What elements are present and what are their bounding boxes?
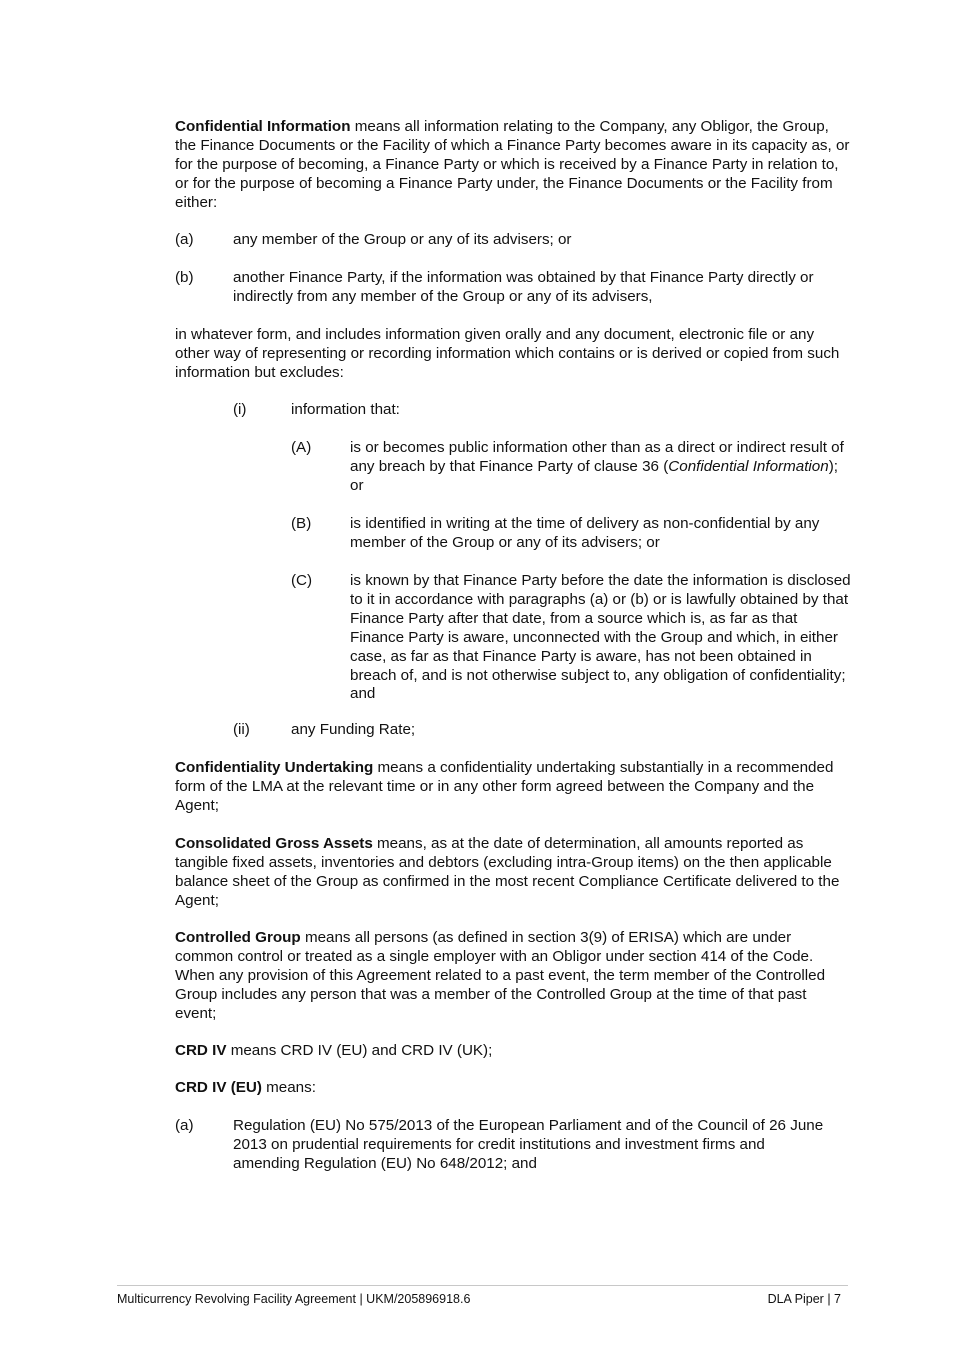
continuation-paragraph: in whatever form, and includes information given orally and any document, electronic file or any other way of representing or recording information which contains or is derived or copied from such information but excludes:	[175, 326, 840, 381]
defined-term: CRD IV (EU)	[175, 1079, 262, 1096]
item-text: any member of the Group or any of its advisers; or	[233, 231, 572, 248]
item-text: is identified in writing at the time of delivery as non-confidential by any member of the Group or any of its advisers; or	[350, 515, 820, 551]
defined-term: Controlled Group	[175, 929, 301, 946]
item-text-part: is or becomes public information other than as a direct or indirect result of any breach by that Finance Party of clause 36 (	[350, 439, 844, 475]
defined-term: CRD IV	[175, 1042, 227, 1059]
item-label: (A)	[291, 439, 312, 456]
definition-crd-iv-eu	[175, 1079, 851, 1098]
definition-text: means all information relating to the Company, any Obligor, the Group, the Finance Documents or the Facility of which a Finance Party becomes aware in its capacity as, or for the purpose of becoming, a Finance Party or which is received by a Finance Party in relation to, or for the purpose of becoming a Finance Party under, the Finance Documents or the Facility from either:	[175, 118, 850, 211]
definition-controlled-group	[175, 929, 851, 1024]
item-label: (B)	[291, 515, 312, 532]
footer-page-number: DLA Piper | 7	[767, 1292, 841, 1306]
definition-crd-iv	[175, 1042, 851, 1061]
footer-document-reference: Multicurrency Revolving Facility Agreement | UKM/205896918.6	[117, 1292, 471, 1306]
clause-reference: Confidential Information	[668, 457, 829, 475]
definition-text: means a confidentiality undertaking substantially in a recommended form of the LMA at the relevant time or in any other form agreed between the Company and the Agent;	[175, 759, 834, 814]
item-label: (a)	[175, 1117, 194, 1134]
definition-text: means all persons (as defined in section 3(9) of ERISA) which are under common control or treated as a single employer with an Obligor under section 414 of the Code. When any provision of this Agreement related to a past event, the term member of the Controlled Group includes any person that was a member of the Controlled Group at the time of that past event;	[175, 929, 826, 1022]
item-text: any Funding Rate;	[291, 721, 416, 738]
item-label: (b)	[175, 269, 194, 286]
definition-text: means CRD IV (EU) and CRD IV (UK);	[226, 1042, 493, 1059]
footer-divider	[117, 1285, 848, 1286]
defined-term: Confidentiality Undertaking	[175, 759, 374, 776]
item-label: (i)	[233, 401, 247, 418]
definition-confidentiality-undertaking	[175, 759, 851, 816]
item-text: information that:	[291, 401, 400, 418]
item-text: another Finance Party, if the information was obtained by that Finance Party directly or indirectly from any member of the Group or any of its advisers,	[233, 269, 814, 305]
definition-text: means:	[261, 1079, 316, 1096]
definition-confidential-information	[175, 118, 851, 213]
item-label: (C)	[291, 572, 313, 589]
item-label: (a)	[175, 231, 194, 248]
item-text: is known by that Finance Party before the date the information is disclosed to it in accordance with paragraphs (a) or (b) or is lawfully obtained by that Finance Party after that date, from a source which is, as far as that Finance Party is aware, unconnected with the Group and which, in either case, as far as that Finance Party is aware, has not been obtained in breach of, and is not otherwise subject to, any obligation of confidentiality; and	[350, 572, 851, 703]
item-label: (ii)	[233, 721, 250, 738]
item-text	[350, 439, 851, 496]
item-text-part: ); or	[350, 457, 838, 494]
defined-term: Consolidated Gross Assets	[175, 835, 373, 852]
definition-text: means, as at the date of determination, all amounts reported as tangible fixed assets, inventories and debtors (excluding intra-Group items) on the then applicable balance sheet of the Group as confirmed in the most recent Compliance Certificate delivered to the Agent;	[175, 835, 840, 909]
definition-consolidated-gross-assets	[175, 835, 851, 911]
item-text: Regulation (EU) No 575/2013 of the European Parliament and of the Council of 26 June 2013 on prudential requirements for credit institutions and investment firms and amending Regulation (EU) No 648/2012; and	[233, 1117, 824, 1172]
defined-term: Confidential Information	[175, 118, 351, 135]
